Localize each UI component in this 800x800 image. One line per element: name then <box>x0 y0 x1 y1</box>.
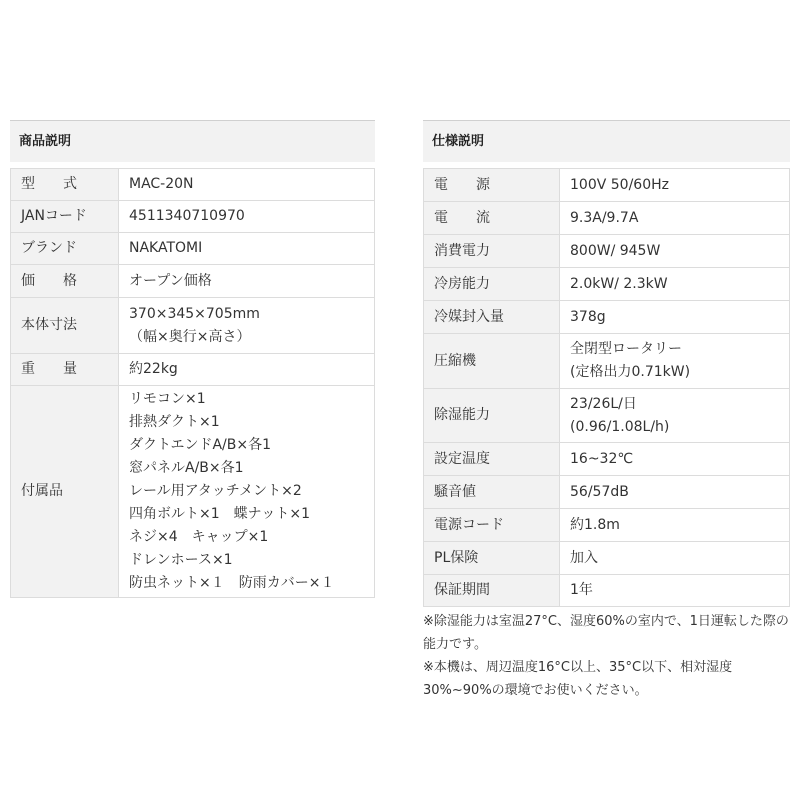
product-description-table <box>10 168 375 598</box>
row-value-warranty: 1年 <box>560 575 790 607</box>
row-value-dimensions: 370×345×705mm （幅×奥行×高さ） <box>119 298 375 354</box>
table-row <box>424 235 790 268</box>
table-row <box>424 476 790 509</box>
row-value-model: MAC-20N <box>119 169 375 201</box>
row-value-jan: 4511340710970 <box>119 201 375 233</box>
row-label-warranty: 保証期間 <box>424 575 560 607</box>
row-label-power-cord: 電源コード <box>424 509 560 542</box>
table-row <box>424 509 790 542</box>
row-label-dehumidifying: 除湿能力 <box>424 389 560 443</box>
note-operating-environment: ※本機は、周辺温度16°C以上、35°C以下、相対湿度30%~90%の環境でお使いください。 <box>423 660 733 698</box>
table-row <box>424 575 790 607</box>
table-row <box>424 334 790 389</box>
table-row <box>424 301 790 334</box>
row-value-current: 9.3A/9.7A <box>560 202 790 235</box>
table-row <box>11 386 375 598</box>
table-row <box>11 354 375 386</box>
row-value-cooling-capacity: 2.0kW/ 2.3kW <box>560 268 790 301</box>
row-value-brand: NAKATOMI <box>119 233 375 265</box>
row-label-pl-insurance: PL保険 <box>424 542 560 575</box>
table-row <box>11 169 375 201</box>
table-row <box>424 389 790 443</box>
row-value-dehumidifying: 23/26L/日 (0.96/1.08L/h) <box>560 389 790 443</box>
product-description-panel <box>10 120 375 598</box>
row-value-weight: 約22kg <box>119 354 375 386</box>
table-row <box>424 443 790 476</box>
row-label-noise: 騒音値 <box>424 476 560 509</box>
row-label-current: 電 流 <box>424 202 560 235</box>
row-label-refrigerant: 冷媒封入量 <box>424 301 560 334</box>
row-label-model: 型 式 <box>11 169 119 201</box>
specification-title: 仕様説明 <box>423 120 790 162</box>
note-dehumidifying-condition: ※除湿能力は室温27°C、湿度60%の室内で、1日運転した際の能力です。 <box>423 614 789 652</box>
product-description-title: 商品説明 <box>10 120 375 162</box>
row-value-accessories: リモコン×1 排熱ダクト×1 ダクトエンドA/B×各1 窓パネルA/B×各1 レール用アタッチメント×2 四角ボルト×1 蝶ナット×1 ネジ×4 キャップ×1 ドレンホース×1 防虫ネット×１ 防雨カバー×１ <box>119 386 375 598</box>
table-row <box>424 169 790 202</box>
row-value-price: オープン価格 <box>119 265 375 298</box>
row-label-compressor: 圧縮機 <box>424 334 560 389</box>
specification-panel <box>423 120 790 702</box>
row-label-power-consumption: 消費電力 <box>424 235 560 268</box>
table-row <box>11 265 375 298</box>
specification-table <box>423 168 790 607</box>
row-value-compressor: 全閉型ロータリー (定格出力0.71kW) <box>560 334 790 389</box>
row-value-power-cord: 約1.8m <box>560 509 790 542</box>
table-row <box>424 202 790 235</box>
row-value-pl-insurance: 加入 <box>560 542 790 575</box>
row-label-price: 価 格 <box>11 265 119 298</box>
row-value-refrigerant: 378g <box>560 301 790 334</box>
table-row <box>11 298 375 354</box>
row-value-power-consumption: 800W/ 945W <box>560 235 790 268</box>
row-label-accessories: 付属品 <box>11 386 119 598</box>
row-label-jan: JANコード <box>11 201 119 233</box>
row-label-dimensions: 本体寸法 <box>11 298 119 354</box>
row-label-brand: ブランド <box>11 233 119 265</box>
table-row <box>11 201 375 233</box>
table-row <box>11 233 375 265</box>
row-value-noise: 56/57dB <box>560 476 790 509</box>
table-row <box>424 542 790 575</box>
row-label-weight: 重 量 <box>11 354 119 386</box>
row-value-power-source: 100V 50/60Hz <box>560 169 790 202</box>
row-label-cooling-capacity: 冷房能力 <box>424 268 560 301</box>
row-value-set-temperature: 16~32℃ <box>560 443 790 476</box>
table-row <box>424 268 790 301</box>
spec-notes <box>423 610 790 702</box>
row-label-power-source: 電 源 <box>424 169 560 202</box>
row-label-set-temperature: 設定温度 <box>424 443 560 476</box>
